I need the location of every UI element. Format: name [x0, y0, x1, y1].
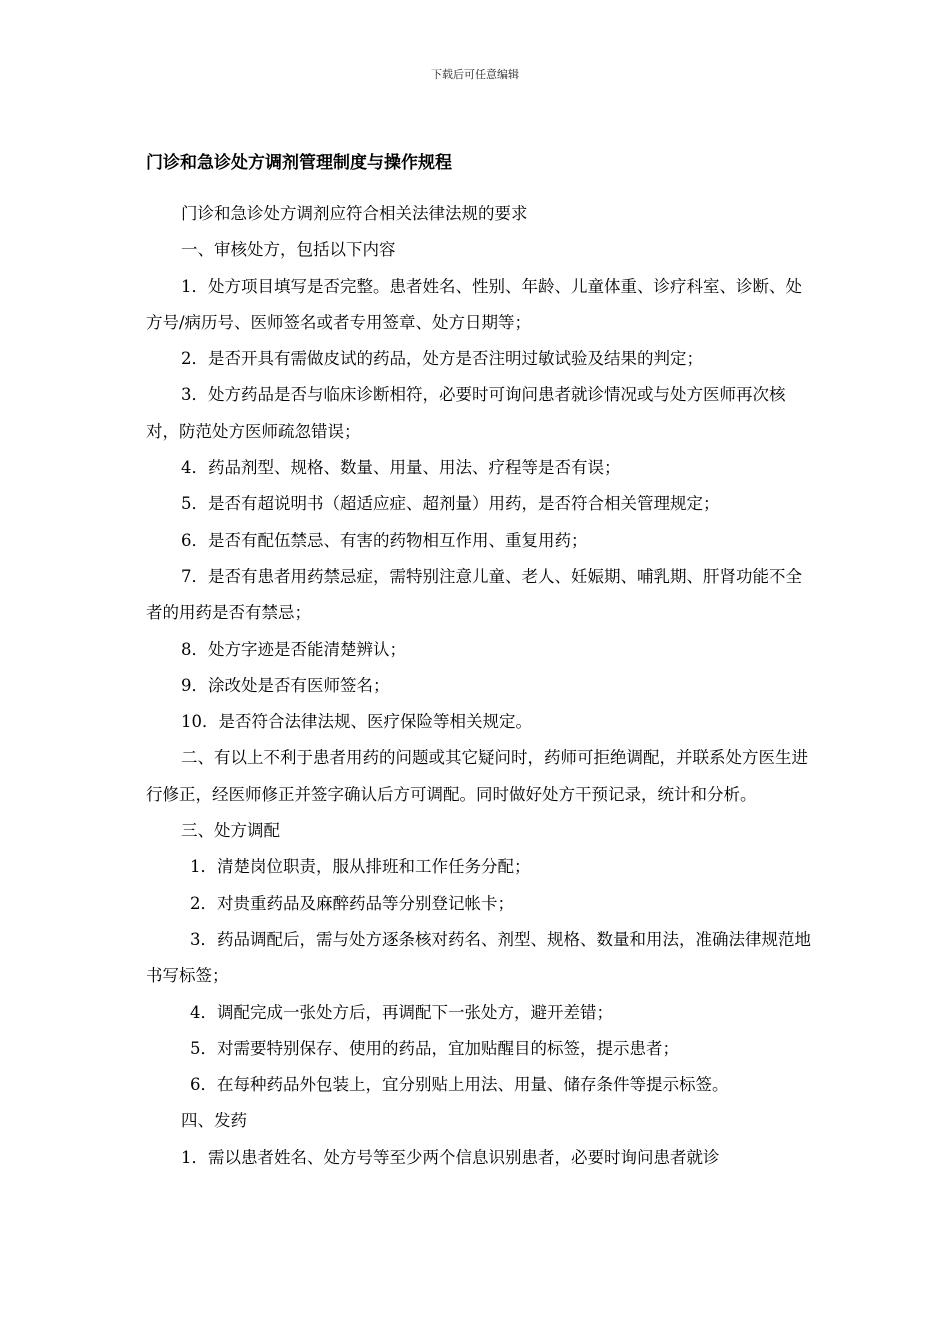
- paragraph: 8．处方字迹是否能清楚辨认；: [181, 639, 406, 659]
- document-body: [146, 196, 816, 1176]
- document-title: 门诊和急诊处方调剂管理制度与操作规程: [146, 153, 452, 173]
- paragraph: 3．药品调配后，需与处方逐条核对药名、剂型、规格、数量和用法，准确法律规范地书写标签；: [146, 929, 811, 986]
- paragraph: 5．对需要特别保存、使用的药品，宜加贴醒目的标签，提示患者；: [190, 1038, 679, 1058]
- header-note: 下载后可任意编辑: [431, 68, 519, 81]
- paragraph: 1．清楚岗位职责，服从排班和工作任务分配；: [190, 857, 531, 877]
- paragraph: 3．处方药品是否与临床诊断相符，必要时可询问患者就诊情况或与处方医师再次核对，防范处方医师疏忽错误；: [146, 385, 786, 441]
- paragraph: 6．在每种药品外包装上，宜分别贴上用法、用量、储存条件等提示标签。: [190, 1075, 729, 1095]
- paragraph: 9．涂改处是否有医师签名；: [181, 675, 390, 695]
- paragraph: 7．是否有患者用药禁忌症，需特别注意儿童、老人、妊娠期、哺乳期、肝肾功能不全者的用药是否有禁忌；: [146, 566, 802, 623]
- paragraph-intro: 门诊和急诊处方调剂应符合相关法律法规的要求: [181, 204, 528, 223]
- paragraph: 1．处方项目填写是否完整。患者姓名、性别、年龄、儿童体重、诊疗科室、诊断、处方号/病历号、医师签名或者专用签章、处方日期等；: [146, 276, 802, 332]
- section-heading-3: 三、处方调配: [181, 821, 280, 841]
- section-heading-4: 四、发药: [181, 1111, 247, 1131]
- section-heading-2: 二、有以上不利于患者用药的问题或其它疑问时，药师可拒绝调配，并联系处方医生进行修正，经医师修正并签字确认后方可调配。同时做好处方干预记录，统计和分析。: [146, 748, 808, 804]
- paragraph: 2．对贵重药品及麻醉药品等分别登记帐卡；: [190, 893, 514, 913]
- section-heading-1: 一、审核处方，包括以下内容: [181, 240, 396, 260]
- paragraph: 1．需以患者姓名、处方号等至少两个信息识别患者，必要时询问患者就诊: [181, 1147, 720, 1167]
- paragraph: 5．是否有超说明书（超适应症、超剂量）用药，是否符合相关管理规定；: [181, 494, 720, 514]
- paragraph: 4．调配完成一张处方后，再调配下一张处方，避开差错；: [190, 1002, 613, 1022]
- paragraph: 2．是否开具有需做皮试的药品，处方是否注明过敏试验及结果的判定；: [181, 349, 703, 369]
- paragraph: 10．是否符合法律法规、医疗保险等相关规定。: [181, 712, 532, 732]
- paragraph: 4．药品剂型、规格、数量、用量、用法、疗程等是否有误；: [181, 458, 621, 478]
- paragraph: 6．是否有配伍禁忌、有害的药物相互作用、重复用药；: [181, 530, 588, 550]
